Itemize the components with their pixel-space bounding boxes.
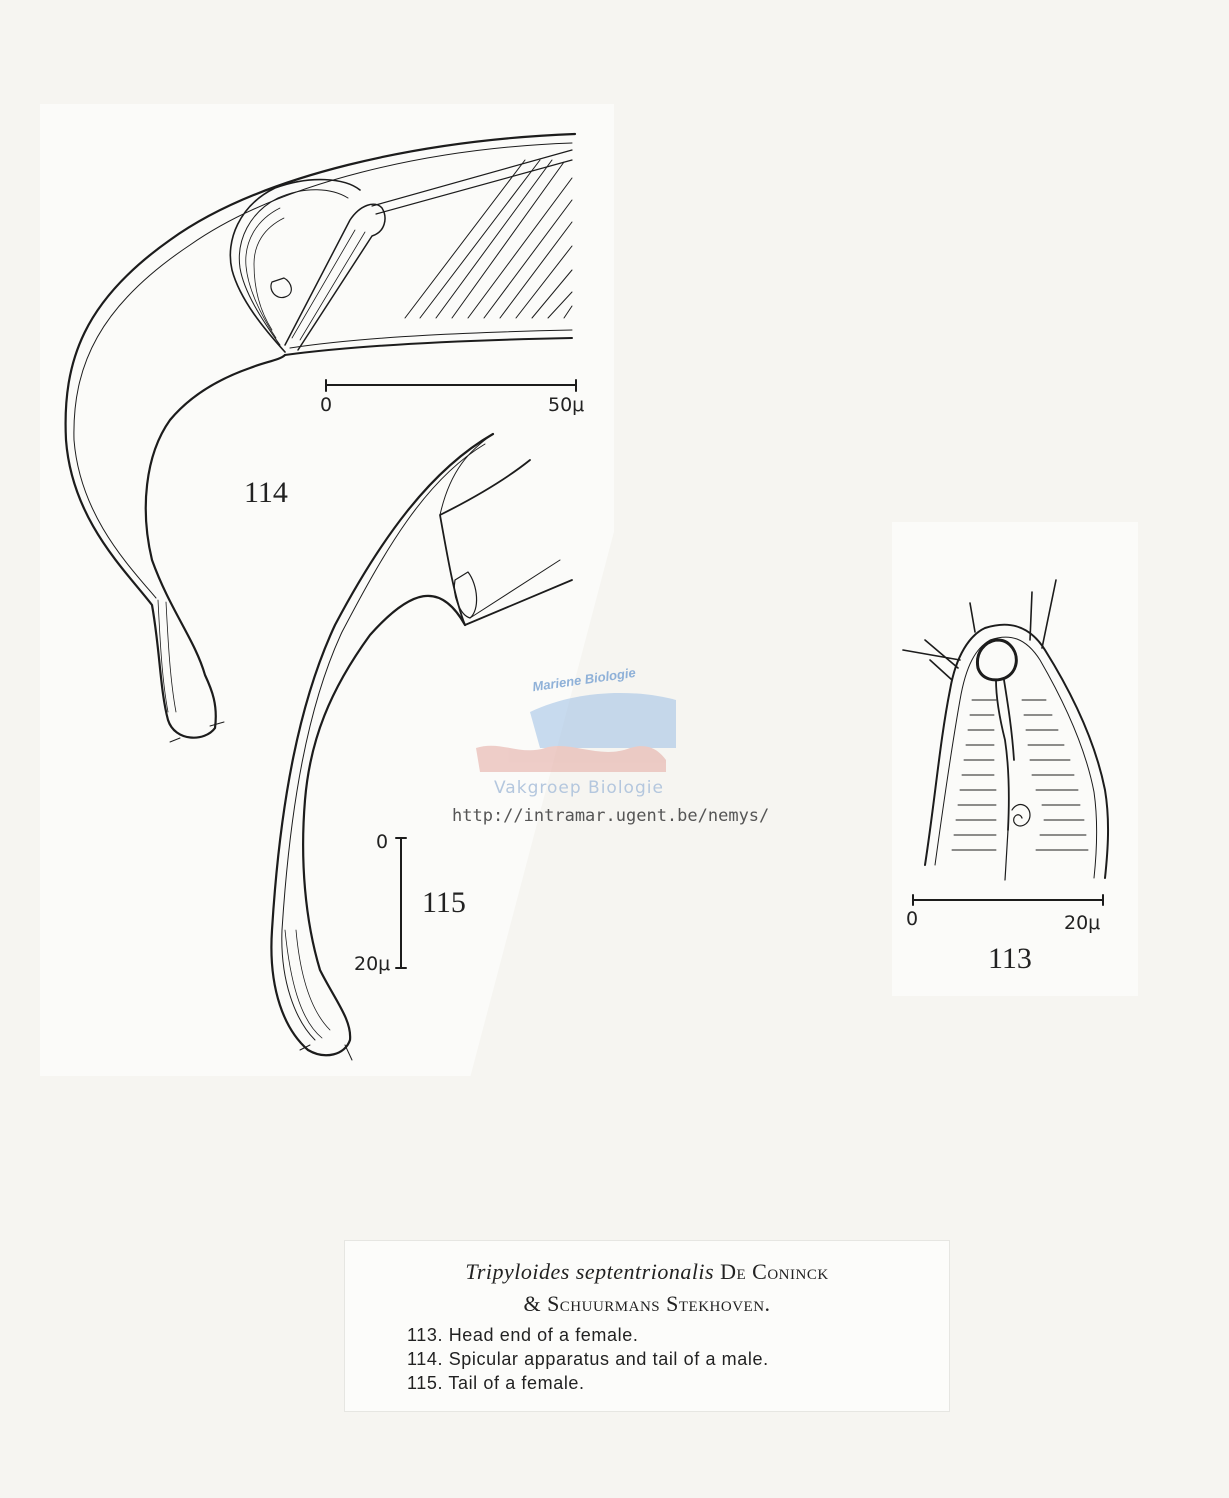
caption-item-114: 114. Spicular apparatus and tail of a male. bbox=[407, 1349, 769, 1369]
watermark-logo bbox=[476, 693, 676, 772]
caption-title-line1 bbox=[345, 1259, 949, 1285]
scale-bar-115 bbox=[396, 838, 406, 968]
scale-end-114: 50μ bbox=[548, 394, 585, 416]
watermark-top-text: Mariene Biologie bbox=[531, 664, 637, 695]
figure-115-drawing bbox=[271, 434, 572, 1060]
scale-start-114: 0 bbox=[320, 394, 333, 416]
scale-bar-114 bbox=[326, 380, 576, 391]
scale-end-115: 20μ bbox=[354, 953, 391, 975]
caption-species: Tripyloides septentrionalis bbox=[465, 1259, 715, 1284]
watermark-middle-text: Vakgroep Biologie bbox=[494, 778, 664, 798]
caption-authors-1: De Coninck bbox=[720, 1259, 829, 1284]
scale-start-115: 0 bbox=[376, 831, 389, 853]
figure-number-114: 114 bbox=[244, 476, 288, 509]
watermark-url[interactable]: http://intramar.ugent.be/nemys/ bbox=[452, 806, 770, 826]
figure-caption bbox=[344, 1240, 950, 1412]
caption-item-113: 113. Head end of a female. bbox=[407, 1325, 639, 1345]
caption-authors-2: & Schuurmans Stekhoven. bbox=[523, 1291, 771, 1316]
scale-bar-113 bbox=[913, 895, 1103, 905]
scale-start-113: 0 bbox=[906, 908, 919, 930]
figure-number-115: 115 bbox=[422, 886, 466, 919]
caption-item-115: 115. Tail of a female. bbox=[407, 1373, 585, 1393]
scale-end-113: 20μ bbox=[1064, 912, 1101, 934]
figure-113-drawing bbox=[903, 580, 1108, 880]
caption-title-line2 bbox=[345, 1291, 949, 1317]
figure-114-drawing bbox=[66, 134, 575, 742]
figure-number-113: 113 bbox=[988, 942, 1032, 975]
